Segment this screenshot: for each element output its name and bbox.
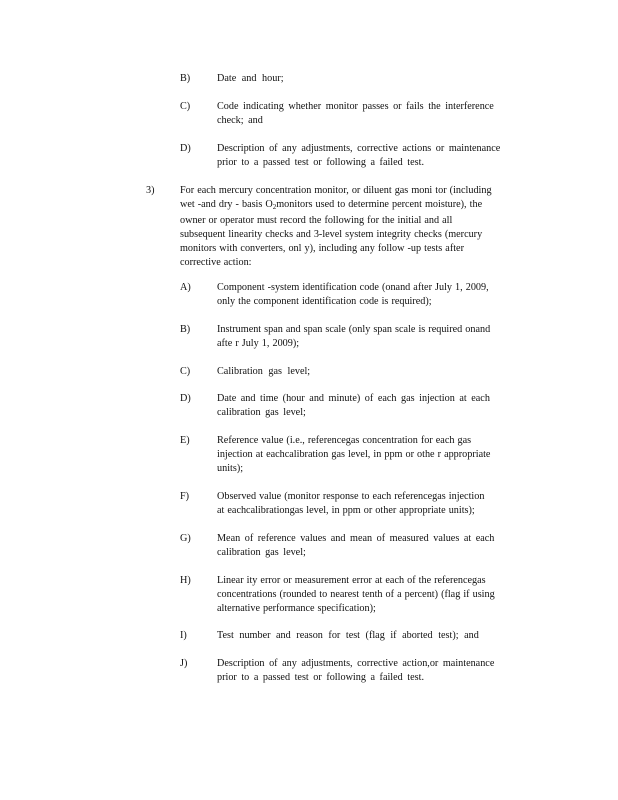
- item-line: Reference value (i.e., referencegas concentration for each gas: [217, 435, 472, 446]
- item-label: B): [180, 324, 191, 335]
- item-line: afte r July 1, 2009);: [217, 338, 300, 349]
- section-line-part: wet -and dry - basis O: [180, 199, 273, 210]
- item-line: Mean of reference values and mean of measured values at each: [217, 533, 495, 544]
- item-line: injection at eachcalibration gas level, in ppm or othe r appropriate: [217, 449, 491, 460]
- item-line: Code indicating whether monitor passes or fails the interference: [217, 101, 494, 112]
- item-text: [217, 490, 484, 518]
- section-line: [180, 198, 492, 214]
- item-label: C): [180, 366, 191, 377]
- section-line: monitors with converters, onl y), including any follow -up tests after: [180, 243, 464, 254]
- item-line: Date and time (hour and minute) of each gas injection at each: [217, 393, 490, 404]
- item-text: [217, 392, 490, 420]
- item-text: [217, 574, 495, 616]
- item-text: [217, 281, 489, 309]
- item-text: [217, 100, 494, 128]
- subscript-two: 2: [272, 203, 277, 211]
- item-text: [217, 142, 500, 170]
- item-text: [217, 629, 479, 643]
- item-label: F): [180, 491, 190, 502]
- item-line: Description of any adjustments, corrective action,or maintenance: [217, 658, 495, 669]
- item-line: Description of any adjustments, corrective actions or maintenance: [217, 143, 501, 154]
- item-label: E): [180, 435, 190, 446]
- item-label: D): [180, 143, 191, 154]
- item-line: Test number and reason for test (flag if aborted test); and: [217, 630, 479, 641]
- section-line: subsequent linearity checks and 3-level system integrity checks (mercury: [180, 229, 483, 240]
- item-label: B): [180, 73, 191, 84]
- item-text: [217, 72, 284, 86]
- section-text: [180, 184, 492, 270]
- item-line: Component -system identification code (onand after July 1, 2009,: [217, 282, 489, 293]
- item-line: Date and hour;: [217, 73, 284, 84]
- item-line: only the component identification code is required);: [217, 296, 432, 307]
- item-line: prior to a passed test or following a failed test.: [217, 672, 424, 683]
- item-line: alternative performance specification);: [217, 603, 376, 614]
- item-label: A): [180, 282, 191, 293]
- item-text: [217, 365, 310, 379]
- item-label: H): [180, 575, 191, 586]
- item-label: D): [180, 393, 191, 404]
- item-label: G): [180, 533, 191, 544]
- item-line: units);: [217, 463, 244, 474]
- item-line: Instrument span and span scale (only span scale is required onand: [217, 324, 491, 335]
- item-text: [217, 323, 490, 351]
- item-line: Linear ity error or measurement error at each of the referencegas: [217, 575, 486, 586]
- section-line: owner or operator must record the following for the initial and all: [180, 215, 453, 226]
- item-line: concentrations (rounded to nearest tenth of a percent) (flag if using: [217, 589, 495, 600]
- item-line: calibration gas level;: [217, 547, 306, 558]
- section-number: 3): [146, 185, 155, 196]
- item-line: Calibration gas level;: [217, 366, 311, 377]
- item-line: prior to a passed test or following a failed test.: [217, 157, 424, 168]
- item-text: [217, 434, 490, 476]
- section-line: For each mercury concentration monitor, or diluent gas moni tor (including: [180, 185, 492, 196]
- item-line: at eachcalibrationgas level, in ppm or other appropriate units);: [217, 505, 475, 516]
- item-line: Observed value (monitor response to each referencegas injection: [217, 491, 485, 502]
- item-text: [217, 532, 494, 560]
- item-label: I): [180, 630, 187, 641]
- item-label: C): [180, 101, 191, 112]
- item-text: [217, 657, 494, 685]
- item-line: check; and: [217, 115, 263, 126]
- section-line: corrective action:: [180, 257, 252, 268]
- item-label: J): [180, 658, 188, 669]
- item-line: calibration gas level;: [217, 407, 306, 418]
- section-line-part: monitors used to determine percent moisture), the: [276, 199, 483, 210]
